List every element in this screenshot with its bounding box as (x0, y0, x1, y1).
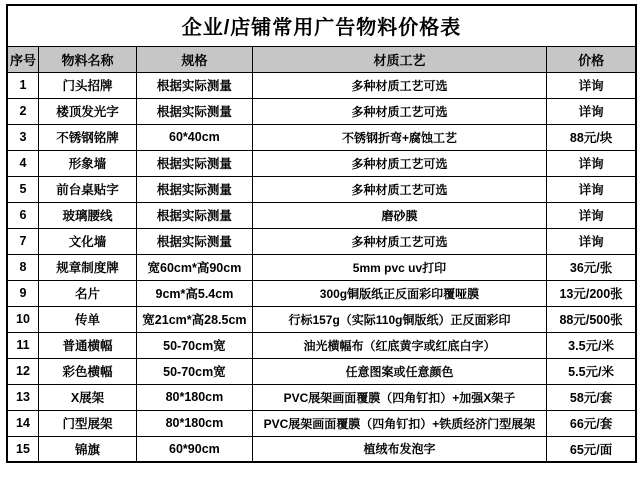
table-row (7, 332, 636, 358)
cell-name: 普通横幅 (38, 332, 136, 358)
cell-price: 66元/套 (547, 410, 636, 436)
cell-price: 36元/张 (547, 254, 636, 280)
cell-material: 任意图案或任意颜色 (252, 358, 546, 384)
cell-spec: 根据实际测量 (137, 150, 253, 176)
table-row (7, 202, 636, 228)
table-row (7, 176, 636, 202)
cell-spec: 根据实际测量 (137, 228, 253, 254)
cell-name: 前台桌贴字 (38, 176, 136, 202)
cell-spec: 80*180cm (137, 410, 253, 436)
table-row (7, 280, 636, 306)
cell-spec: 根据实际测量 (137, 72, 253, 98)
cell-name: 门型展架 (38, 410, 136, 436)
table-row (7, 358, 636, 384)
header-row (7, 46, 636, 72)
cell-spec: 9cm*高5.4cm (137, 280, 253, 306)
cell-index: 14 (7, 410, 38, 436)
cell-price: 58元/套 (547, 384, 636, 410)
cell-price: 3.5元/米 (547, 332, 636, 358)
cell-spec: 50-70cm宽 (137, 358, 253, 384)
column-header-index: 序号 (7, 46, 38, 72)
cell-material: 多种材质工艺可选 (252, 176, 546, 202)
cell-index: 11 (7, 332, 38, 358)
cell-index: 6 (7, 202, 38, 228)
column-header-material: 材质工艺 (252, 46, 546, 72)
cell-material: 行标157g（实际110g铜版纸）正反面彩印 (252, 306, 546, 332)
cell-material: PVC展架画面覆膜（四角钉扣）+铁质经济门型展架 (252, 410, 546, 436)
cell-spec: 根据实际测量 (137, 202, 253, 228)
cell-price: 5.5元/米 (547, 358, 636, 384)
table-row (7, 254, 636, 280)
cell-spec: 根据实际测量 (137, 176, 253, 202)
table-row (7, 150, 636, 176)
cell-material: 植绒布发泡字 (252, 436, 546, 462)
table-body (7, 72, 636, 462)
cell-index: 1 (7, 72, 38, 98)
cell-name: 锦旗 (38, 436, 136, 462)
cell-index: 12 (7, 358, 38, 384)
column-header-price: 价格 (547, 46, 636, 72)
cell-material: PVC展架画面覆膜（四角钉扣）+加强X架子 (252, 384, 546, 410)
cell-name: 名片 (38, 280, 136, 306)
cell-price: 65元/面 (547, 436, 636, 462)
cell-spec: 宽21cm*高28.5cm (137, 306, 253, 332)
table-row (7, 124, 636, 150)
cell-price: 详询 (547, 150, 636, 176)
cell-name: 门头招牌 (38, 72, 136, 98)
cell-material: 多种材质工艺可选 (252, 98, 546, 124)
cell-index: 7 (7, 228, 38, 254)
title-row (7, 5, 636, 46)
cell-name: 彩色横幅 (38, 358, 136, 384)
cell-price: 详询 (547, 72, 636, 98)
cell-price: 详询 (547, 228, 636, 254)
column-header-name: 物料名称 (38, 46, 136, 72)
cell-name: 玻璃腰线 (38, 202, 136, 228)
cell-spec: 80*180cm (137, 384, 253, 410)
table-row (7, 410, 636, 436)
cell-material: 不锈钢折弯+腐蚀工艺 (252, 124, 546, 150)
page-title: 企业/店铺常用广告物料价格表 (7, 5, 636, 46)
table-row (7, 228, 636, 254)
price-table (6, 4, 637, 463)
cell-name: 不锈钢铭牌 (38, 124, 136, 150)
cell-name: 规章制度牌 (38, 254, 136, 280)
cell-spec: 60*90cm (137, 436, 253, 462)
cell-index: 9 (7, 280, 38, 306)
table-row (7, 98, 636, 124)
cell-price: 13元/200张 (547, 280, 636, 306)
cell-spec: 50-70cm宽 (137, 332, 253, 358)
cell-index: 4 (7, 150, 38, 176)
table-row (7, 306, 636, 332)
cell-spec: 宽60cm*高90cm (137, 254, 253, 280)
cell-material: 磨砂膜 (252, 202, 546, 228)
cell-name: 形象墙 (38, 150, 136, 176)
cell-index: 10 (7, 306, 38, 332)
cell-spec: 60*40cm (137, 124, 253, 150)
cell-price: 详询 (547, 176, 636, 202)
cell-spec: 根据实际测量 (137, 98, 253, 124)
cell-price: 88元/块 (547, 124, 636, 150)
cell-price: 详询 (547, 98, 636, 124)
cell-index: 15 (7, 436, 38, 462)
cell-name: 传单 (38, 306, 136, 332)
cell-material: 多种材质工艺可选 (252, 228, 546, 254)
table-row (7, 436, 636, 462)
cell-name: 楼顶发光字 (38, 98, 136, 124)
column-header-spec: 规格 (137, 46, 253, 72)
table-row (7, 72, 636, 98)
cell-index: 13 (7, 384, 38, 410)
cell-material: 油光横幅布（红底黄字或红底白字） (252, 332, 546, 358)
cell-index: 8 (7, 254, 38, 280)
table-row (7, 384, 636, 410)
cell-price: 88元/500张 (547, 306, 636, 332)
cell-index: 2 (7, 98, 38, 124)
cell-price: 详询 (547, 202, 636, 228)
cell-name: X展架 (38, 384, 136, 410)
cell-material: 多种材质工艺可选 (252, 72, 546, 98)
cell-material: 5mm pvc uv打印 (252, 254, 546, 280)
cell-material: 多种材质工艺可选 (252, 150, 546, 176)
cell-index: 3 (7, 124, 38, 150)
cell-material: 300g铜版纸正反面彩印覆哑膜 (252, 280, 546, 306)
cell-name: 文化墙 (38, 228, 136, 254)
cell-index: 5 (7, 176, 38, 202)
